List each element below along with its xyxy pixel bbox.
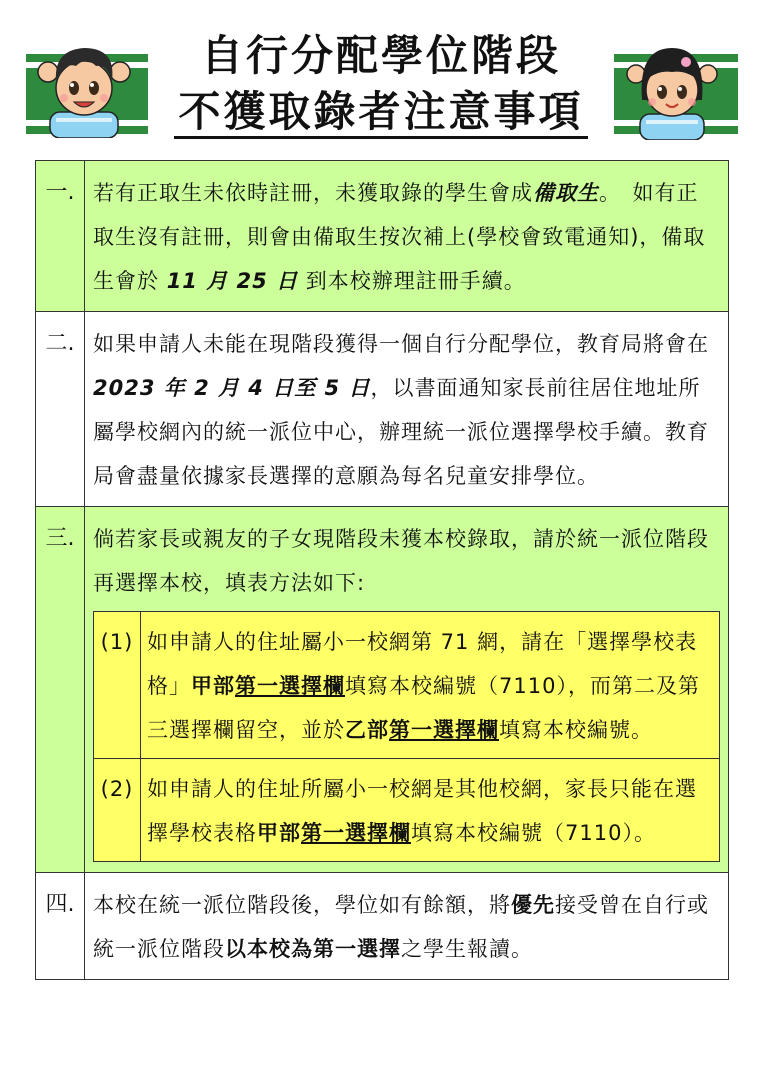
text-segment: 填寫本校編號（7110），而第二及第三選擇欄留空，並於 — [147, 674, 700, 742]
sub-row-1 — [94, 612, 720, 759]
text-segment: 如申請人的住址所屬小一校網是其他校網，家長只能在選擇學校表格 — [147, 777, 697, 845]
note-number: 二. — [36, 312, 85, 507]
emphasis-text: 備取生 — [533, 181, 599, 205]
note-number: 四. — [36, 873, 85, 980]
text-segment: 如申請人的住址屬小一校網第 71 網，請在「選擇學校表格」 — [147, 630, 698, 698]
girl-cartoon-icon — [626, 40, 718, 140]
part-label: 乙部 — [345, 718, 389, 742]
part-label: 甲部 — [191, 674, 235, 698]
text-segment: 倘若家長或親友的子女現階段未獲本校錄取，請於統一派位階段再選擇本校，填表方法如下: — [93, 527, 709, 595]
text-segment: 填寫本校編號（7110）。 — [411, 821, 656, 845]
text-segment: 接受曾在自行或統一派位階段 — [93, 893, 709, 961]
text-segment: 若有正取生未依時註冊，未獲取錄的學生會成 — [93, 181, 533, 205]
page-subtitle-text: 不獲取錄者注意事項 — [174, 87, 587, 139]
fill-method-table — [93, 611, 720, 862]
date-emphasis: 2023 年 2 月 4 日至 5 日 — [93, 376, 371, 400]
page-subtitle — [148, 86, 614, 138]
sub-number: (1) — [94, 612, 141, 759]
page-title: 自行分配學位階段 — [200, 31, 561, 80]
emphasis-text: 優先 — [511, 893, 555, 917]
sub-number: (2) — [94, 759, 141, 862]
emphasis-text: 以本校為第一選擇 — [225, 937, 401, 961]
note-text — [85, 161, 729, 312]
text-segment: 之學生報讀。 — [401, 937, 533, 961]
notes-table — [35, 160, 729, 980]
text-segment: 本校在統一派位階段後，學位如有餘額，將 — [93, 893, 511, 917]
text-segment: 填寫本校編號。 — [499, 718, 653, 742]
note-row-3 — [36, 507, 729, 873]
note-row-4 — [36, 873, 729, 980]
sub-text — [141, 612, 720, 759]
part-label: 甲部 — [257, 821, 301, 845]
note-text — [85, 873, 729, 980]
text-segment: 。 如有正取生沒有註冊，則會由備取生按次補上(學校會致電通知)，備取生會於 — [93, 181, 706, 293]
note-number: 三. — [36, 507, 85, 873]
text-segment: ，以書面通知家長前往居住地址所屬學校網內的統一派位中心，辦理統一派位選擇學校手續。教育局會盡量依據家長選擇的意願為每名兒童安排學位。 — [93, 376, 709, 488]
sub-text — [141, 759, 720, 862]
note-row-2 — [36, 312, 729, 507]
date-emphasis: 11 月 25 日 — [166, 269, 299, 293]
sub-row-2 — [94, 759, 720, 862]
note-row-1 — [36, 161, 729, 312]
choice-label: 第一選擇欄 — [389, 718, 499, 742]
note-number: 一. — [36, 161, 85, 312]
boy-cartoon-icon — [36, 38, 132, 138]
note-text — [85, 507, 729, 873]
choice-label: 第一選擇欄 — [301, 821, 411, 845]
text-segment: 如果申請人未能在現階段獲得一個自行分配學位，教育局將會在 — [93, 332, 709, 356]
text-segment: 到本校辦理註冊手續。 — [298, 269, 526, 293]
choice-label: 第一選擇欄 — [235, 674, 345, 698]
note-text — [85, 312, 729, 507]
